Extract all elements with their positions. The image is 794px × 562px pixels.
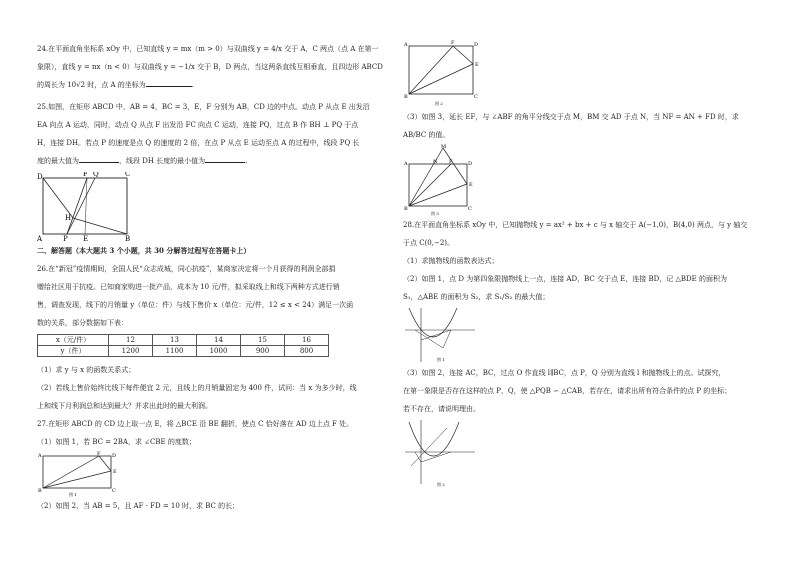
label-N: N <box>433 159 438 165</box>
label-A: A <box>37 235 43 242</box>
answer-blank <box>205 153 245 163</box>
q26-line: 赠给社区用于抗疫。已知商家购进一批产品，成本为 10 元/件，拟采取线上和线下两种方式进行销 <box>37 283 340 291</box>
figure-q25 <box>37 172 392 242</box>
q24-text: 的周长为 10√2 时，点 A 的坐标为 <box>37 81 146 89</box>
label-A: A <box>38 453 42 459</box>
q28-line: 28.在平面直角坐标系 xOy 中，已知抛物线 y = ax² + bx + c 与 x 轴交于 A(−1,0)，B(4,0) 两点，与 y 轴交 <box>403 221 748 229</box>
q25-line: H，连接 DH。若点 P 的速度是点 Q 的速度的 2 倍，在点 P 从点 E 运动至点 A 的过程中，线段 PQ 长 <box>37 139 360 147</box>
figure-q28-2 <box>403 418 775 488</box>
right-column <box>403 0 775 488</box>
table-cell: 800 <box>285 346 329 357</box>
figure-caption: 图 1 <box>437 357 445 362</box>
q24-line: 24.在平面直角坐标系 xOy 中，已知直线 y = mx（m > 0）与双曲线 y = 4/x 交于 A，C 两点（点 A 在第一 <box>37 45 379 53</box>
label-F: F <box>449 159 453 165</box>
q26-part: （2）若线上售价始终比线下每件便宜 2 元，且线上的月销量固定为 400 件，试问：当 x 为多少时，线 <box>37 384 357 392</box>
figure-q28-1 <box>403 306 775 364</box>
q26-part: （1）求 y 与 x 的函数关系式； <box>37 366 136 374</box>
parabola-diagram-2 <box>403 418 483 488</box>
fold-diagram-2 <box>403 38 493 108</box>
fold-diagram-1 <box>37 451 127 497</box>
label-A: A <box>404 42 408 48</box>
figure-caption: 图 1 <box>69 492 77 497</box>
label-F: F <box>97 451 101 457</box>
table-row <box>38 346 329 357</box>
label-F: F <box>83 172 88 178</box>
q25-text: ，线段 DH 长度的最小值为 <box>119 157 206 165</box>
answer-blank <box>79 153 119 163</box>
q25-line: EA 向点 A 运动，同时，动点 Q 从点 F 出发沿 FC 向点 C 运动，连接 PQ，过点 B 作 BH ⊥ PQ 于点 <box>37 121 359 129</box>
q25-text: 度的最大值为 <box>37 157 79 165</box>
q28-line: （1）求抛物线的函数表达式； <box>403 257 499 265</box>
table-cell: y（件） <box>38 346 109 357</box>
label-D: D <box>37 173 43 181</box>
table-cell: 15 <box>241 335 285 346</box>
fold-diagram-3 <box>403 144 493 216</box>
table-row <box>38 335 329 346</box>
left-column <box>37 0 392 515</box>
label-D: D <box>112 453 117 459</box>
q27-line: （1）如图 1，若 BC = 2BA，求 ∠CBE 的度数； <box>37 438 196 446</box>
label-H: H <box>65 214 72 222</box>
table-cell: 1000 <box>197 346 241 357</box>
q25-line: 25.如图，在矩形 ABCD 中，AB = 4，BC = 3，E，F 分别为 AB，CD 边的中点。动点 P 从点 E 出发沿 <box>37 103 370 111</box>
q28-part3-line: （3）如图 2，连接 AC，BC，过点 O 作直线 l∥BC，点 P，Q 分别为直线 l 和抛物线上的点。试探究， <box>403 369 726 377</box>
q27-part3-line: AB/BC 的值。 <box>403 131 450 139</box>
question-25 <box>37 98 392 242</box>
q27-part3-line: （3）如图 3，延长 EF，与 ∠ABF 的角平分线交于点 M，BM 交 AD 于点 N，当 NF = AN + FD 时，求 <box>403 113 739 121</box>
q26-part: 上和线下月利润总和达到最大？并求出此时的最大利润。 <box>37 402 212 410</box>
label-P: P <box>63 235 68 242</box>
table-cell: 1200 <box>109 346 153 357</box>
q26-line: 售，调查发现，线下的月销量 y（单位：件）与线下售价 x（单位：元/件，12 ≤ x < 24）满足一次函 <box>37 301 354 309</box>
question-24 <box>37 40 392 94</box>
answer-blank <box>146 77 192 87</box>
rectangle-diagram <box>37 172 137 242</box>
figure-caption: 图 2 <box>437 482 445 487</box>
label-C: C <box>125 172 131 178</box>
q26-line: 26.在“新冠”疫情期间，全国人民“众志成城，同心抗疫”，某商家决定将一个月获得的利润全部捐 <box>37 265 336 273</box>
q25-line: 度的最大值为 ，线段 DH 长度的最小值为 . <box>37 152 392 170</box>
label-E: E <box>83 235 89 242</box>
table-cell: 13 <box>153 335 197 346</box>
q24-line: 的周长为 10√2 时，点 A 的坐标为 . <box>37 76 392 94</box>
label-B: B <box>125 235 131 242</box>
label-B: B <box>404 206 408 212</box>
q28-line: 于点 C(0,−2)。 <box>403 239 455 247</box>
table-cell: 12 <box>109 335 153 346</box>
table-cell: 1100 <box>153 346 197 357</box>
q27-part: （2）如图 2，当 AB = 5，且 AF · FD = 10 时，求 BC 的长； <box>37 502 240 510</box>
question-26 <box>37 260 392 415</box>
q28-part3-line: 若不存在，请说明理由。 <box>403 405 480 413</box>
figure-caption: 图 3 <box>431 211 439 216</box>
label-A: A <box>404 161 408 167</box>
label-C: C <box>468 206 472 212</box>
label-M: M <box>441 144 447 150</box>
q28-part3-line: 在第一象限是否存在这样的点 P，Q，使 △PQB ∽ △CAB，若存在，请求出所有符合条件的点 P 的坐标； <box>403 387 732 395</box>
q24-line: 象限），直线 y = nx（n < 0）与双曲线 y = −1/x 交于 B，D 两点，当这两条直线互相垂直，且四边形 ABCD <box>37 63 383 71</box>
label-Q: Q <box>93 172 99 178</box>
q26-line: 数的关系，部分数据如下表： <box>37 319 128 327</box>
label-B: B <box>38 488 42 494</box>
parabola-diagram-1 <box>403 306 483 364</box>
question-28 <box>403 216 775 488</box>
label-D: D <box>474 42 479 48</box>
q28-line: （2）如图 1，点 D 为第四象限抛物线上一点，连接 AD，BC 交于点 E，连接 BD，记 △BDE 的面积为 <box>403 275 727 283</box>
label-C: C <box>112 488 116 494</box>
table-cell: 14 <box>197 335 241 346</box>
q28-line: S₁，△ABE 的面积为 S₂，求 S₁/S₂ 的最大值； <box>403 293 550 301</box>
figure-q27-3 <box>403 144 775 216</box>
figure-q27-2 <box>403 38 775 108</box>
question-27 <box>37 415 392 515</box>
table-cell: 900 <box>241 346 285 357</box>
q27-line: 27.在矩形 ABCD 的 CD 边上取一点 E，将 △BCE 沿 BE 翻折，使点 C 恰好落在 AD 边上点 F 处。 <box>37 420 354 428</box>
label-E: E <box>113 469 117 475</box>
table-cell: x（元/件） <box>38 335 109 346</box>
label-E: E <box>475 62 479 68</box>
figure-caption: 图 2 <box>435 101 443 106</box>
figure-q27-1 <box>37 451 392 497</box>
label-C: C <box>474 94 478 100</box>
label-F: F <box>451 40 455 46</box>
label-E: E <box>469 182 473 188</box>
section-heading: 二、解答题（本大题共 3 个小题，共 30 分解答过程写在答题卡上） <box>37 246 251 255</box>
label-D: D <box>468 161 473 167</box>
table-cell: 16 <box>285 335 329 346</box>
data-table <box>37 334 329 357</box>
label-B: B <box>404 94 408 100</box>
